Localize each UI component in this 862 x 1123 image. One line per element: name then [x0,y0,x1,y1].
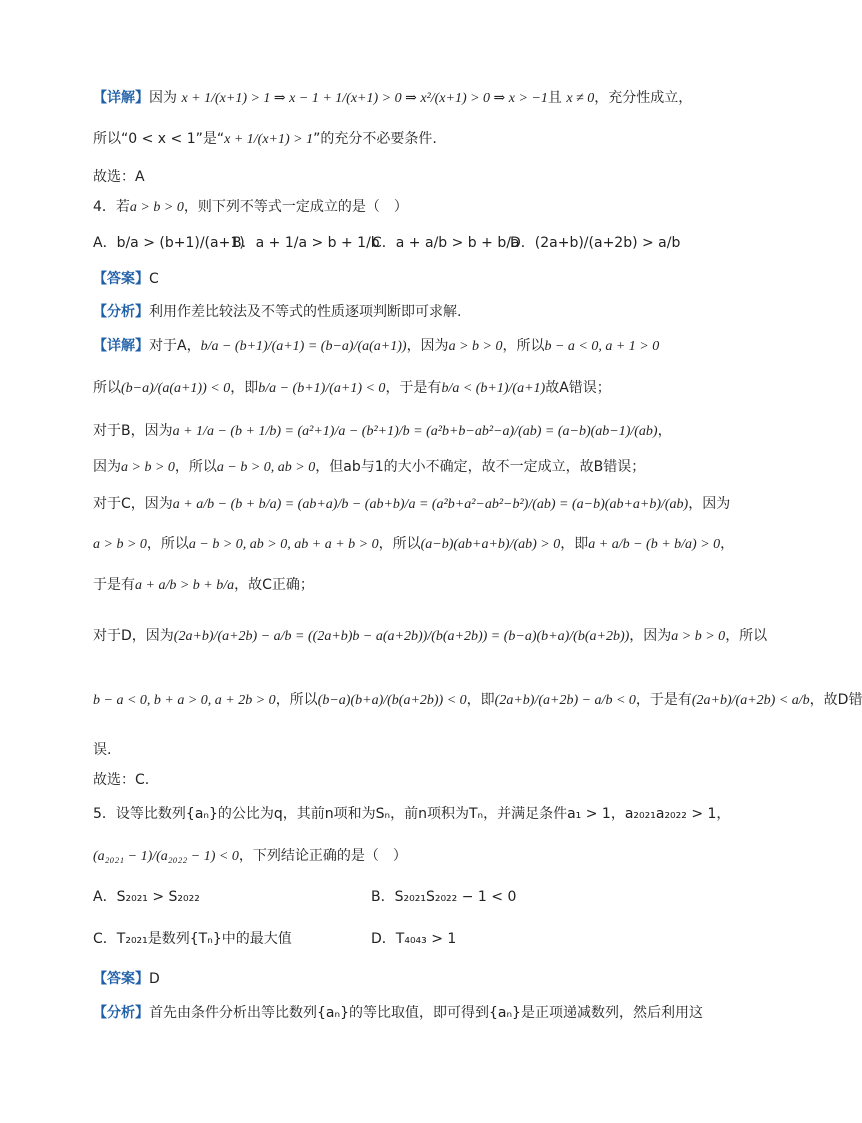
text: 且 [547,90,562,106]
text: 所以“0 < x < 1”是“ [93,131,225,147]
math-expression: a + 1/a − (b + 1/b) = (a²+1)/a − (b²+1)/b = (a²b+b−ab²−a)/(ab) = (a−b)(ab−1)/(ab) [172,424,658,439]
q3-choice: 故选：A [93,169,145,185]
q4-detail-c-line-2 [93,533,734,556]
math-expression: a > b > 0 [671,629,726,644]
math-expression: x ≠ 0 [566,91,595,106]
text: ，即 [466,692,495,708]
q4-detail-c-line-3 [93,574,734,597]
text: ，所以 [378,536,421,552]
math-expression: (b−a)(b+a)/(b(a+2b)) < 0 [317,693,467,708]
text: 首先由条件分析出等比数列{aₙ}的等比取值，即可得到{aₙ}是正项递减数列，然后利用这 [149,1005,703,1021]
q4-detail-d-line-1 [93,625,768,648]
math-expression: a − b > 0, ab > 0 [216,460,316,475]
math-expression: b/a < (b+1)/(a+1) [441,381,546,396]
text: 于是有 [93,577,135,593]
math-expression: a + a/b − (b + b/a) = (ab+a)/b − (ab+b)/a = (a²b+a²−ab²−b²)/(ab) = (a−b)(ab+a+b)/(ab) [172,497,689,512]
text: ，所以 [502,338,545,354]
detail-tag: 【详解】 [93,90,149,106]
q5-option-c: C．T₂₀₂₁是数列{Tₙ}中的最大值 [93,931,292,947]
q4-option-a: A．b/a > (b+1)/(a+1) [93,235,245,251]
text: ，但ab与1的大小不确定，故不一定成立，故B错误； [315,459,646,475]
q4-detail-d-line-2 [93,689,862,712]
math-expression: (b−a)/(a(a+1)) < 0 [121,381,231,396]
q5-stem-line-2 [93,845,734,868]
q4-answer [93,268,734,290]
analysis-tag: 【分析】 [93,304,149,320]
q4-detail-b-line-2 [93,456,734,479]
answer-tag: 【答案】 [93,271,149,287]
text: ，即 [560,536,589,552]
q5-analysis [93,1002,734,1024]
math-expression: (2a+b)/(a+2b) − a/b < 0 [494,693,636,708]
text: ，所以 [146,536,189,552]
math-expression: (a−b)(ab+a+b)/(ab) > 0 [420,537,561,552]
text: ，所以 [725,628,768,644]
q5-stem-line-1: 5．设等比数列{aₙ}的公比为q，其前n项和为Sₙ，前n项积为Tₙ，并满足条件a₁ > 1，a₂₀₂₁a₂₀₂₂ > 1， [93,806,731,822]
math-expression: b/a − (b+1)/(a+1) < 0 [258,381,386,396]
math-expression: a > b > 0 [93,537,147,552]
text: 对于A， [149,338,201,354]
text: ，故C正确； [234,577,314,593]
math-expression: b/a − (b+1)/(a+1) = (b−a)/(a(a+1)) [200,339,407,354]
q4-option-b: B．a + 1/a > b + 1/b [232,235,380,251]
math-expression: (2a+b)/(a+2b) < a/b [691,693,810,708]
answer-tag: 【答案】 [93,971,149,987]
text: ，故D错 [809,692,862,708]
text: ，所以 [174,459,217,475]
math-expression: a > b > 0 [448,339,503,354]
text: 故A错误； [545,380,611,396]
answer-value: C [149,271,159,287]
text: 因为 [149,90,177,106]
text: ，即 [230,380,259,396]
math-expression: b − a < 0, b + a > 0, a + 2b > 0 [93,693,276,708]
text: ， [657,423,672,439]
math-expression: a > b > 0 [129,200,184,215]
text: ， [720,536,735,552]
text: ，因为 [629,628,672,644]
text: ，所以 [275,692,318,708]
text: 对于C，因为 [93,496,173,512]
math-expression: a + a/b − (b + b/a) > 0 [588,537,721,552]
q4-detail-a-line-1 [93,335,734,358]
answer-value: D [149,971,160,987]
q5-option-b: B．S₂₀₂₁S₂₀₂₂ − 1 < 0 [371,889,517,905]
q4-detail-a-line-2 [93,377,734,400]
math-expression: a > b > 0 [121,460,175,475]
q3-detail-line-1 [93,87,734,110]
q4-option-d: D．(2a+b)/(a+2b) > a/b [510,235,681,251]
question-number: 4．若 [93,199,130,215]
q4-detail-b-line-1 [93,420,734,443]
text: 因为 [93,459,121,475]
math-expression: b − a < 0, a + 1 > 0 [544,339,660,354]
analysis-tag: 【分析】 [93,1005,149,1021]
q4-option-c: C．a + a/b > b + b/a [372,235,520,251]
text: ，于是有 [635,692,692,708]
q4-detail-c-line-1 [93,493,734,516]
text: 对于D，因为 [93,628,174,644]
q4-stem [93,196,734,219]
q5-option-a: A．S₂₀₂₁ > S₂₀₂₂ [93,889,200,905]
detail-tag: 【详解】 [93,338,149,354]
text: 利用作差比较法及不等式的性质逐项判断即可求解. [149,304,462,320]
text: ，因为 [688,496,731,512]
q5-option-d: D．T₄₀₄₃ > 1 [371,931,457,947]
q4-analysis [93,301,734,323]
text: ，于是有 [385,380,442,396]
math-expression: x + 1/(x+1) > 1 [224,132,314,147]
text: 所以 [93,380,121,396]
math-expression: x + 1/(x+1) > 1 ⇒ x − 1 + 1/(x+1) > 0 ⇒ x²/(x+1) > 0 ⇒ x > −1 [181,91,548,106]
text: ，因为 [406,338,449,354]
q3-detail-line-2 [93,128,734,151]
q4-detail-d-line-3: 误. [93,742,112,758]
q4-choice: 故选：C. [93,772,150,788]
text: ，下列结论正确的是（ ） [238,848,407,864]
math-expression: a + a/b > b + b/a [135,578,235,593]
math-expression: (a₂₀₂₁ − 1)/(a₂₀₂₂ − 1) < 0 [93,849,239,864]
text: ，充分性成立， [594,90,693,106]
text: ，则下列不等式一定成立的是（ ） [183,199,408,215]
text: ”的充分不必要条件. [313,131,437,147]
math-expression: a − b > 0, ab > 0, ab + a + b > 0 [188,537,379,552]
math-expression: (2a+b)/(a+2b) − a/b = ((2a+b)b − a(a+2b))/(b(a+2b)) = (b−a)(b+a)/(b(a+2b)) [173,629,630,644]
q5-answer [93,968,734,990]
text: 对于B，因为 [93,423,173,439]
